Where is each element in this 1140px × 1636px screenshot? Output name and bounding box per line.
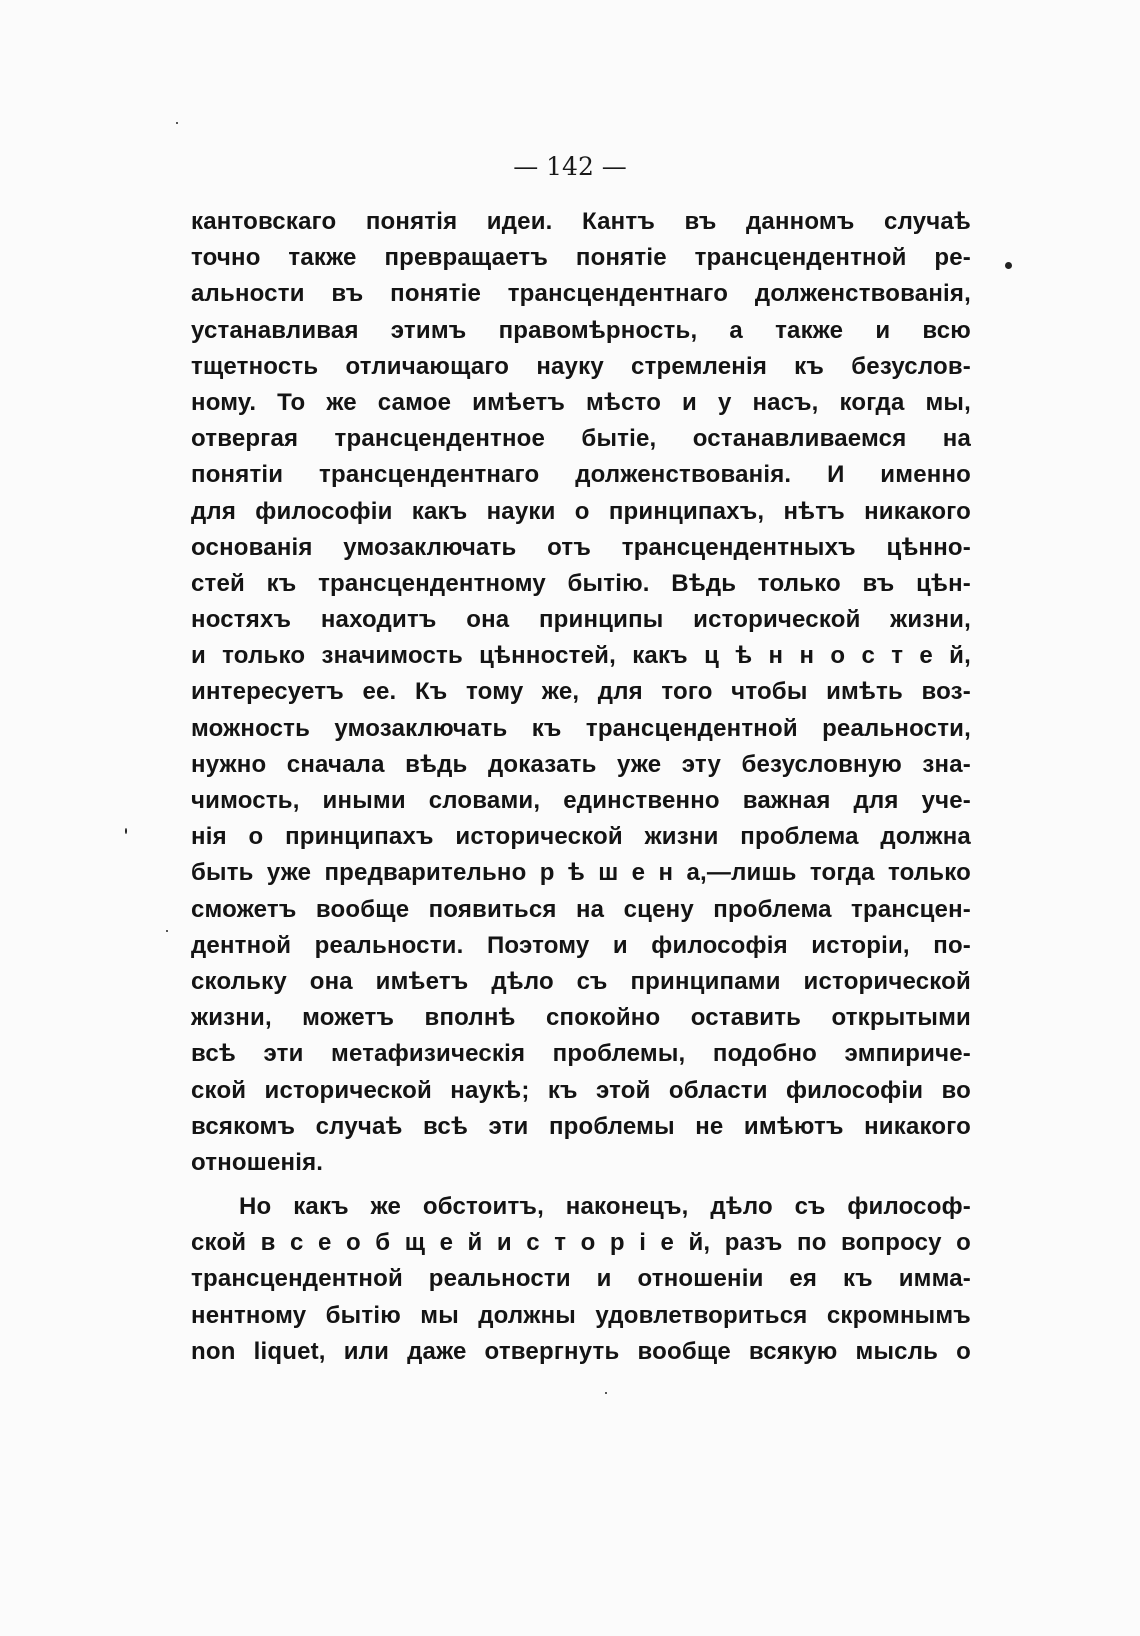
text-line: non liquet, или даже отвергнуть вообще всякую мысль о bbox=[191, 1337, 971, 1365]
text-line: для философіи какъ науки о принципахъ, нѣтъ никакого bbox=[191, 497, 971, 525]
text-line: ской в с е о б щ е й и с т о р і е й, разъ по вопросу о bbox=[191, 1229, 971, 1257]
text-line: и только значимость цѣнностей, какъ ц ѣ н н о с т е й, bbox=[191, 642, 971, 670]
text-line: дентной реальности. Поэтому и философія исторіи, по- bbox=[191, 931, 971, 959]
text-line: понятіи трансцендентнаго долженствованія. И именно bbox=[191, 461, 971, 489]
text-line: нентному бытію мы должны удовлетвориться скромнымъ bbox=[191, 1301, 971, 1329]
text-line: отношенія. bbox=[191, 1148, 324, 1176]
text-line: ской исторической наукѣ; къ этой области философіи во bbox=[191, 1076, 971, 1104]
scan-speck bbox=[125, 828, 127, 834]
text-line: всѣ эти метафизическія проблемы, подобно эмпириче- bbox=[191, 1040, 971, 1068]
scan-speck bbox=[176, 122, 178, 124]
text-line: скольку она имѣетъ дѣло съ принципами исторической bbox=[191, 967, 971, 995]
text-line: альности въ понятіе трансцендентнаго долженствованія, bbox=[191, 280, 971, 308]
text-line: тщетность отличающаго науку стремленія къ безуслов- bbox=[191, 352, 971, 380]
text-line: стей къ трансцендентному бытію. Вѣдь только въ цѣн- bbox=[191, 569, 971, 597]
text-line: всякомъ случаѣ всѣ эти проблемы не имѣютъ никакого bbox=[191, 1112, 971, 1140]
scan-speck bbox=[1005, 262, 1012, 269]
text-line: ностяхъ находитъ она принципы исторической жизни, bbox=[191, 606, 971, 634]
text-line: основанія умозаключать отъ трансцендентныхъ цѣнно- bbox=[191, 533, 971, 561]
body-text bbox=[191, 204, 971, 1370]
text-line: быть уже предварительно р ѣ ш е н а,—лишь тогда только bbox=[191, 859, 971, 887]
text-line: жизни, можетъ вполнѣ спокойно оставить открытыми bbox=[191, 1004, 971, 1032]
text-line: можность умозаключать къ трансцендентной реальности, bbox=[191, 714, 971, 742]
text-line: точно также превращаетъ понятіе трансцендентной ре- bbox=[191, 244, 971, 272]
text-line: трансцендентной реальности и отношеніи ея къ имма- bbox=[191, 1265, 971, 1293]
scan-speck bbox=[166, 930, 168, 932]
text-line: сможетъ вообще появиться на сцену проблема трансцен- bbox=[191, 895, 971, 923]
text-line: нія о принципахъ исторической жизни проблема должна bbox=[191, 823, 971, 851]
text-line: отвергая трансцендентное бытіе, останавливаемся на bbox=[191, 425, 971, 453]
text-line: нужно сначала вѣдь доказать уже эту безусловную зна- bbox=[191, 750, 971, 778]
text-line: устанавливая этимъ правомѣрность, а также и всю bbox=[191, 316, 971, 344]
text-line: интересуетъ ее. Къ тому же, для того чтобы имѣть воз- bbox=[191, 678, 971, 706]
page-number: — 142 — bbox=[513, 152, 627, 181]
scan-speck bbox=[605, 1392, 607, 1394]
text-line: ному. То же самое имѣетъ мѣсто и у насъ, когда мы, bbox=[191, 388, 971, 416]
text-line: Но какъ же обстоитъ, наконецъ, дѣло съ философ- bbox=[239, 1193, 971, 1221]
text-line: кантовскаго понятія идеи. Кантъ въ данномъ случаѣ bbox=[191, 208, 971, 235]
text-line: чимость, иными словами, единственно важная для уче- bbox=[191, 787, 971, 814]
